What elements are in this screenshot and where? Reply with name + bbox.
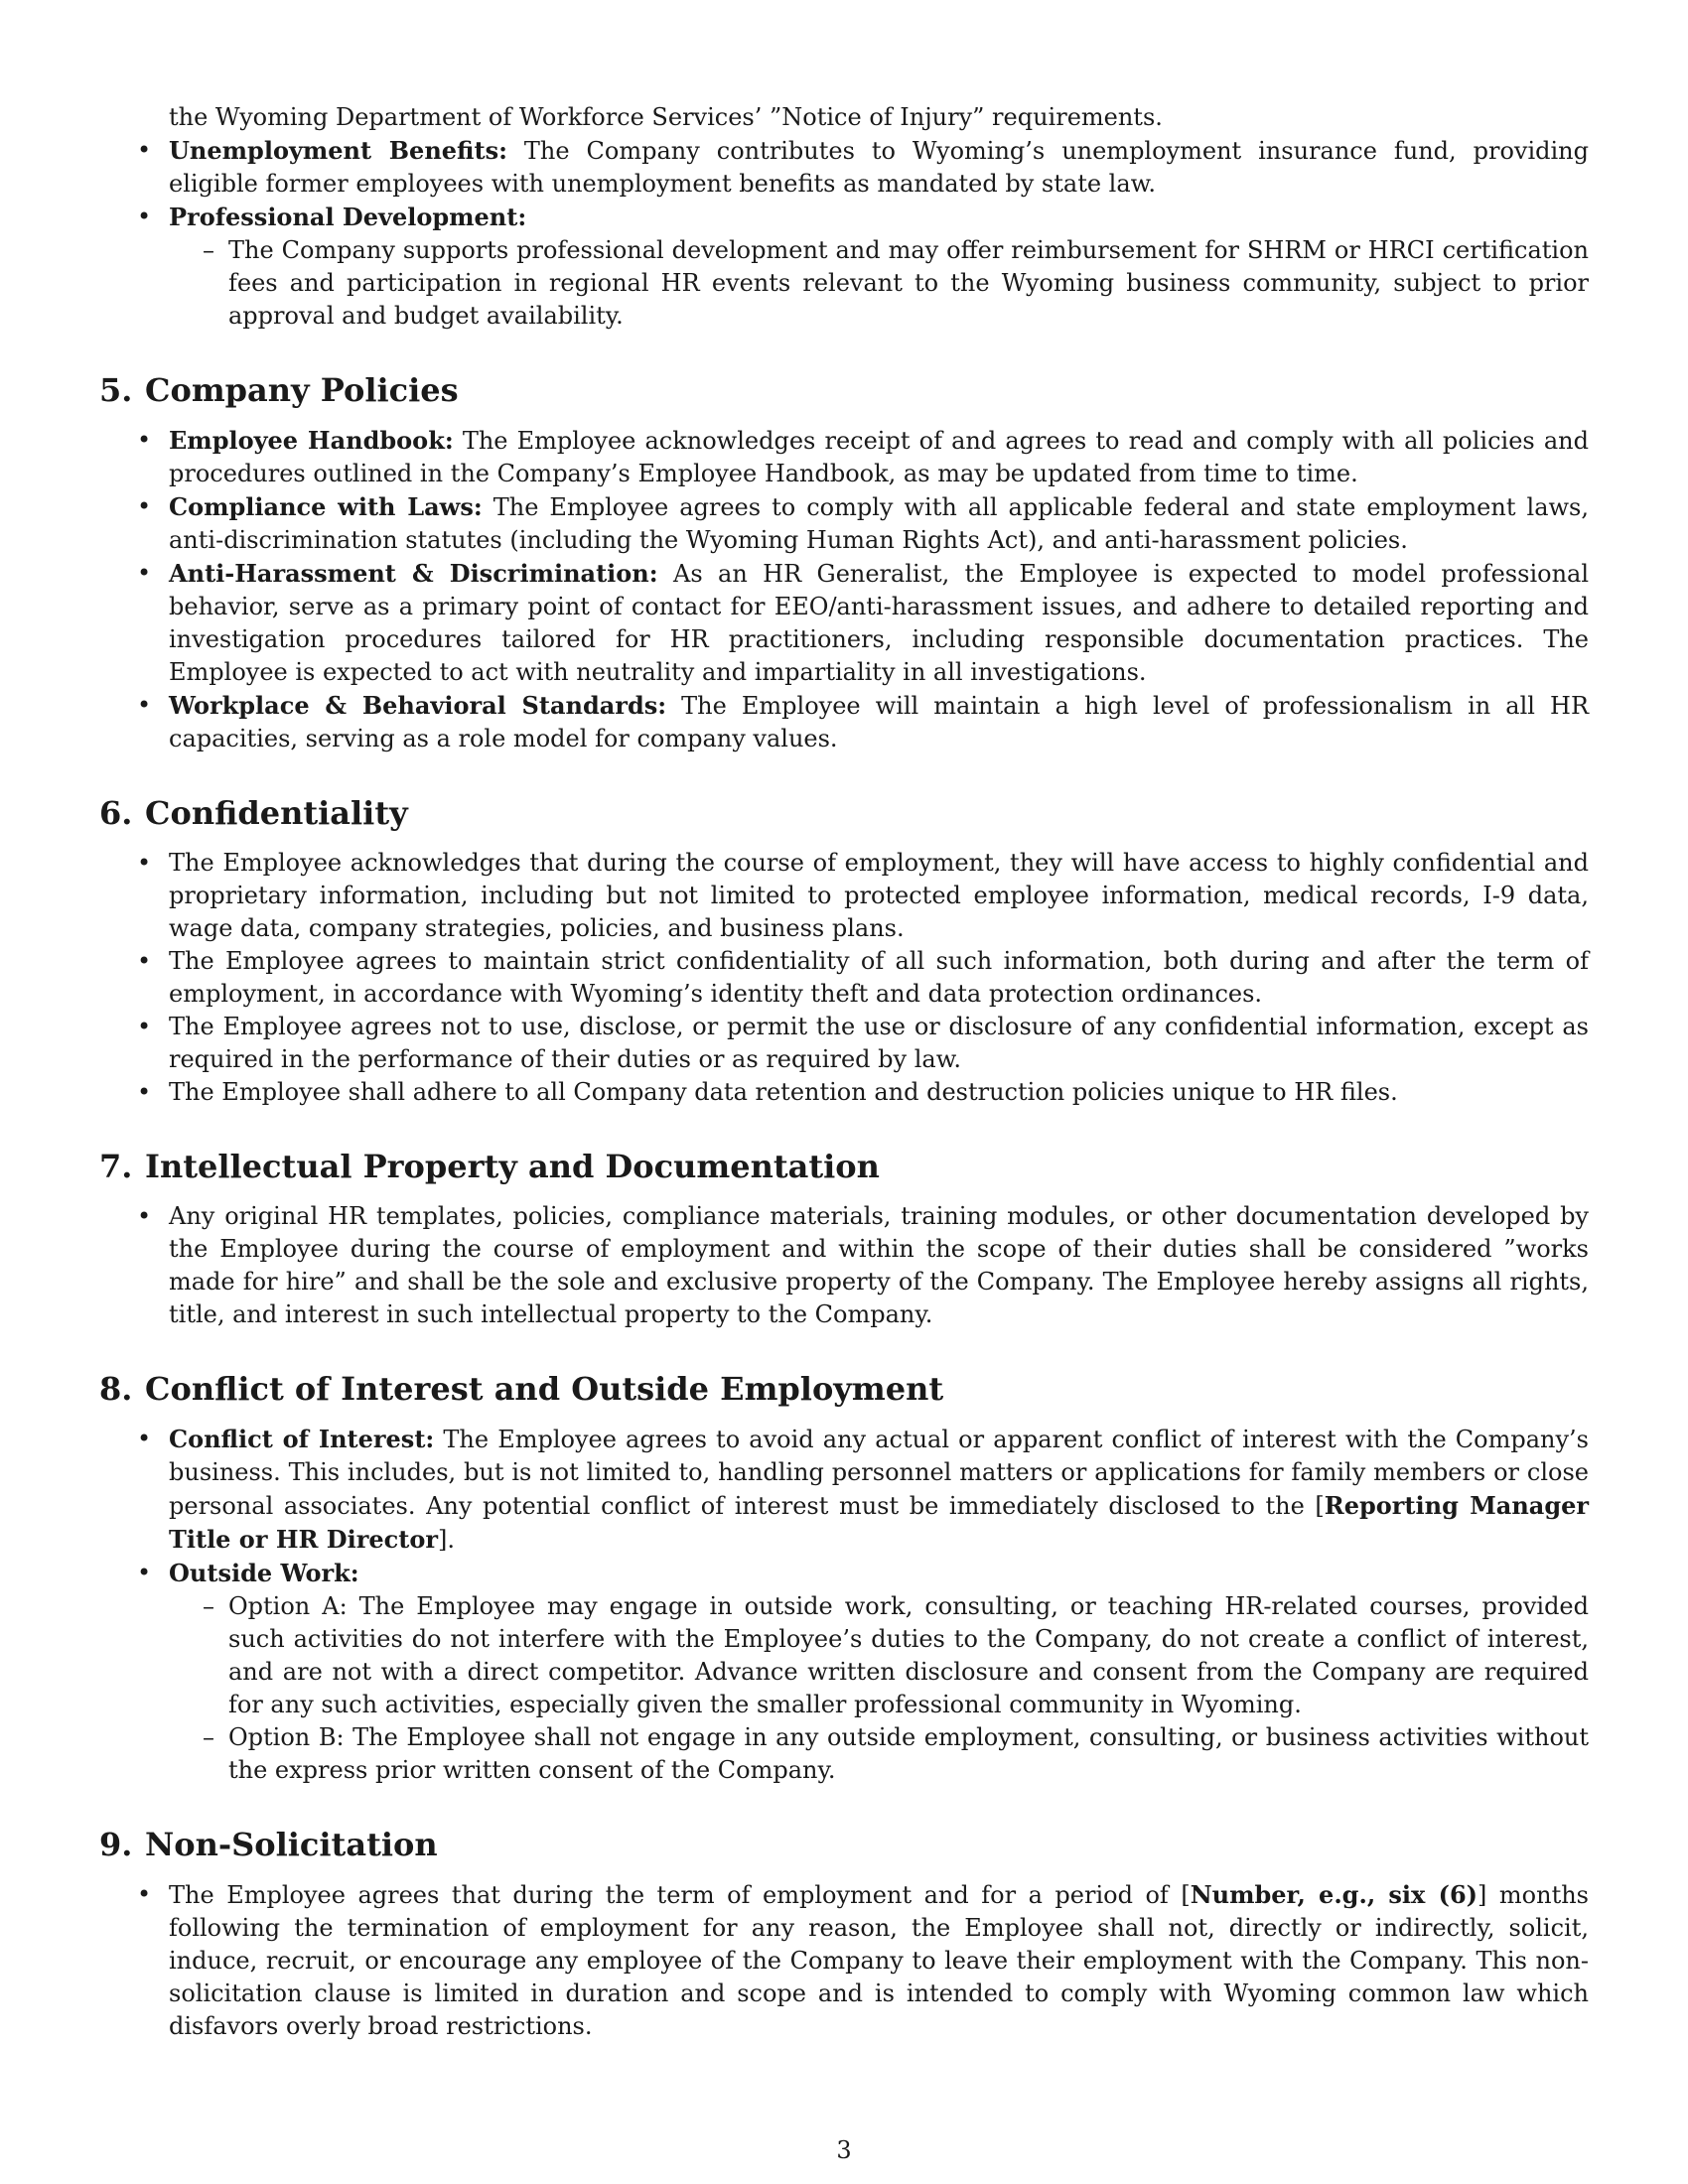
section-6-list (99, 847, 1589, 1109)
section-7-list (99, 1200, 1589, 1331)
list-item (99, 1878, 1589, 2043)
item-heading: Conflict of Interest: (169, 1425, 435, 1453)
list-item (99, 490, 1589, 557)
sub-list-item: – The Company supports professional development and may offer reimbursement for SHRM or HRCI certification fees and participation in regional HR events relevant to the Wyoming business community, subject to prior approval and budget availability. (169, 234, 1589, 333)
list-item: • Any original HR templates, policies, compliance materials, training modules, or other documentation developed by the Employee during the course of employment and within the scope of their duties shall be considered ”works made for hire” and shall be the sole and exclusive property of the Company. The Employee hereby assigns all rights, title, and interest in such intellectual property to the Company. (99, 1200, 1589, 1331)
item-heading: Compliance with Laws: (169, 492, 483, 521)
item-text-end: ] months following the termination of employment for any reason, the Employee shall not, directly or indirectly, solicit, induce, recruit, or encourage any employee of the Company to leave their employment with the Company. This non-solicitation clause is limited in duration and scope and is intended to comply with Wyoming common law which disfavors overly broad restrictions. (169, 1881, 1590, 2040)
list-item (99, 1557, 1589, 1787)
item-text: As an HR Generalist, the Employee is expected to model professional behavior, serve as a primary point of contact for EEO/anti-harassment issues, and adhere to detailed reporting and investigation procedures tailored for HR practitioners, including responsible documentation practices. The Employee is expected to act with neutrality and impartiality in all investigations. (169, 560, 1590, 686)
item-text: The Employee agrees to avoid any actual or apparent conflict of interest with the Company’s business. This includes, but is not limited to, handling personnel matters or applications for family members or close personal associates. Any potential conflict of interest must be immediately disclosed to the [ (169, 1426, 1589, 1520)
item-heading: Outside Work: (169, 1559, 359, 1587)
placeholder-text: Number, e.g., six (6) (1190, 1880, 1478, 1909)
item-text: The Employee agrees to comply with all applicable federal and state employment laws, anti-discrimination statutes (including the Wyoming Human Rights Act), and anti-harassment policies. (169, 493, 1589, 554)
section-heading-6 (99, 793, 1589, 833)
continuation-text: the Wyoming Department of Workforce Services’ ”Notice of Injury” requirements. (169, 103, 1163, 131)
item-heading: Professional Development: (169, 203, 527, 231)
list-item: • The Employee agrees not to use, disclose, or permit the use or disclosure of any confidential information, except as required in the performance of their duties or as required by law. (99, 1011, 1589, 1076)
sub-list (169, 234, 1589, 333)
list-item (99, 1423, 1589, 1557)
section-heading-9 (99, 1825, 1589, 1864)
placeholder-text: Reporting Manager Title or HR Director (169, 1491, 1590, 1554)
item-text: The Employee acknowledges receipt of and agrees to read and comply with all policies and procedures outlined in the Company’s Employee Handbook, as may be updated from time to time. (169, 427, 1589, 487)
section-title: Intellectual Property and Documentation (145, 1148, 880, 1185)
item-text: The Employee will maintain a high level of professionalism in all HR capacities, serving as a role model for company values. (169, 692, 1590, 752)
item-text: The Company contributes to Wyoming’s unemployment insurance fund, providing eligible former employees with unemployment benefits as mandated by state law. (169, 137, 1590, 198)
section-number: 6. (99, 794, 133, 832)
section-heading-8 (99, 1369, 1589, 1409)
section-5-list (99, 424, 1589, 755)
list-item: • The Employee acknowledges that during the course of employment, they will have access to highly confidential and proprietary information, including but not limited to protected employee information, medical records, I-9 data, wage data, company strategies, policies, and business plans. (99, 847, 1589, 945)
section-9-list (99, 1878, 1589, 2043)
sub-list (169, 1590, 1589, 1787)
list-item: • The Employee shall adhere to all Company data retention and destruction policies unique to HR files. (99, 1076, 1589, 1109)
section-title: Conflict of Interest and Outside Employment (145, 1370, 944, 1408)
section-number: 5. (99, 371, 133, 409)
section-number: 8. (99, 1370, 133, 1408)
item-text: The Employee agrees that during the term of employment and for a period of [ (169, 1881, 1191, 1909)
section-8-list (99, 1423, 1589, 1787)
list-item: • The Employee agrees to maintain strict confidentiality of all such information, both during and after the term of employment, in accordance with Wyoming’s identity theft and data protection ordinances. (99, 945, 1589, 1011)
section-title: Company Policies (145, 371, 459, 409)
list-item (99, 134, 1589, 201)
sub-list-item: – Option A: The Employee may engage in outside work, consulting, or teaching HR-related courses, provided such activities do not interfere with the Employee’s duties to the Company, do not create a conflict of interest, and are not with a direct competitor. Advance written disclosure and consent from the Company are required for any such activities, especially given the smaller professional community in Wyoming. (169, 1590, 1589, 1721)
benefits-list (99, 134, 1589, 333)
section-title: Non-Solicitation (145, 1826, 438, 1863)
section-number: 7. (99, 1148, 133, 1185)
page-content (99, 101, 1589, 2043)
item-heading: Unemployment Benefits: (169, 136, 507, 165)
section-number: 9. (99, 1826, 133, 1863)
list-item (99, 424, 1589, 490)
section-heading-5 (99, 370, 1589, 410)
section-heading-7 (99, 1147, 1589, 1186)
item-heading: Workplace & Behavioral Standards: (169, 691, 667, 720)
item-heading: Anti-Harassment & Discrimination: (169, 559, 658, 588)
list-item (99, 689, 1589, 755)
item-text-end: ]. (437, 1526, 455, 1554)
list-item (99, 201, 1589, 333)
page-number: 3 (836, 2136, 852, 2164)
list-item (99, 557, 1589, 689)
item-heading: Employee Handbook: (169, 426, 454, 455)
section-title: Confidentiality (145, 794, 408, 832)
sub-list-item: – Option B: The Employee shall not engage in any outside employment, consulting, or business activities without the express prior written consent of the Company. (169, 1721, 1589, 1787)
